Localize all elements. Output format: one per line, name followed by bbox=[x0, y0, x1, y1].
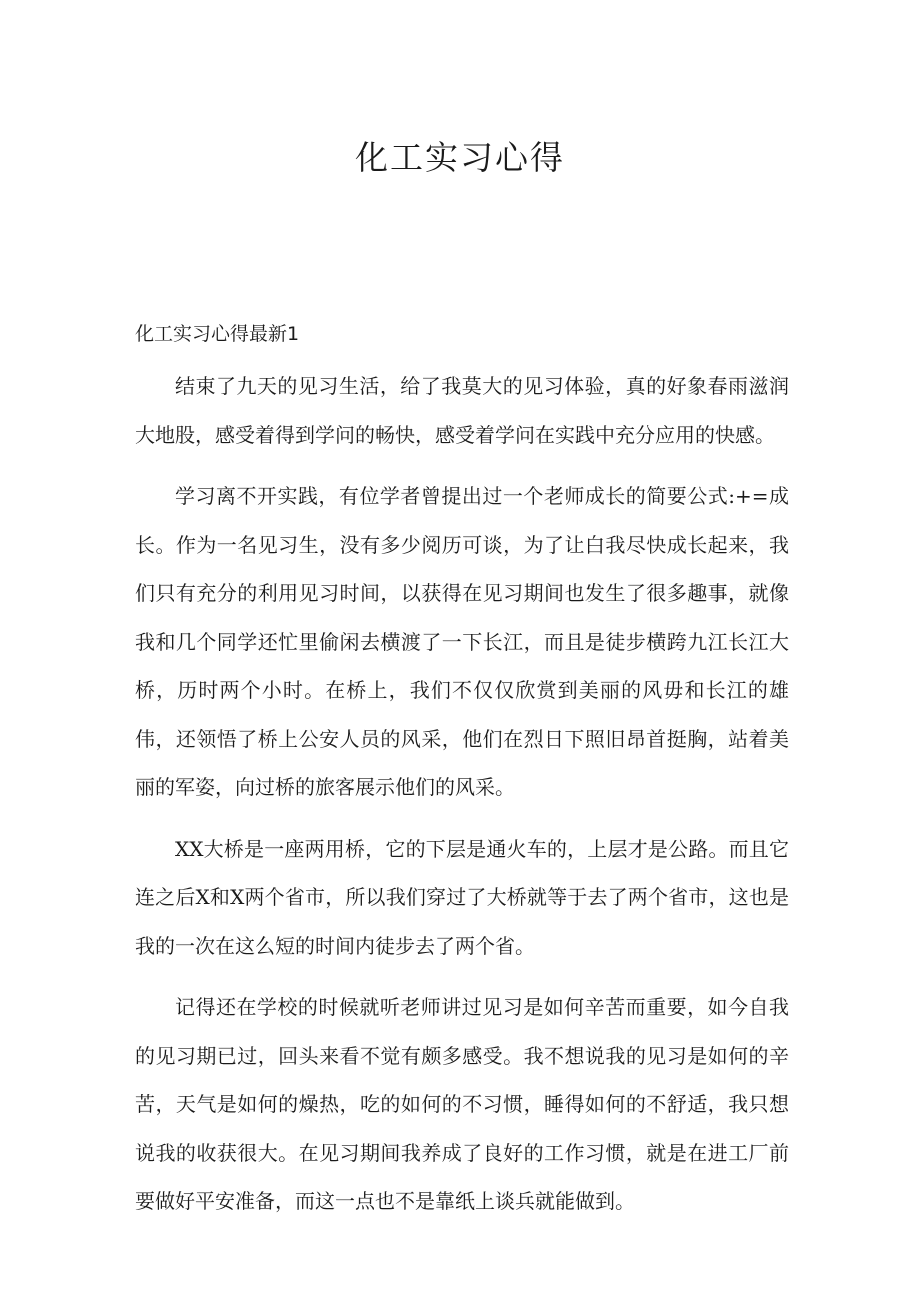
paragraph-3: XX大桥是一座两用桥，它的下层是通火车的，上层才是公路。而且它连之后X和X两个省市，所以我们穿过了大桥就等于去了两个省市，这也是我的一次在这么短的时间内徒步去了两个省。 bbox=[135, 836, 789, 958]
paragraph-4: 记得还在学校的时候就听老师讲过见习是如何辛苦而重要，如今自我的见习期已过，回头来看不觉有颇多感受。我不想说我的见习是如何的辛苦，天气是如何的燥热，吃的如何的不习惯，睡得如何的不舒适，我只想说我的收获很大。在见习期间我养成了良好的工作习惯，就是在进工厂前要做好平安准备，而这一点也不是靠纸上谈兵就能做到。 bbox=[135, 995, 789, 1213]
document-body bbox=[135, 362, 789, 1239]
paragraph-1: 结束了九天的见习生活，给了我莫大的见习体验，真的好象春雨滋润大地股，感受着得到学问的畅快，感受着学问在实践中充分应用的快感。 bbox=[135, 374, 789, 447]
section-heading: 化工实习心得最新1 bbox=[135, 323, 300, 345]
document-title: 化工实习心得 bbox=[355, 138, 565, 177]
paragraph-2: 学习离不开实践，有位学者曾提出过一个老师成长的简要公式:+=成长。作为一名见习生，没有多少阅历可谈，为了让白我尽快成长起来，我们只有充分的利用见习时间，以获得在见习期间也发生了很多趣事，就像我和几个同学还忙里偷闲去横渡了一下长江，而且是徒步横跨九江长江大桥，历时两个小时。在桥上，我们不仅仅欣赏到美丽的风毋和长江的雄伟，还领悟了桥上公安人员的风采，他们在烈日下照旧昂首挺胸，站着美丽的军姿，向过桥的旅客展示他们的风采。 bbox=[135, 484, 789, 799]
